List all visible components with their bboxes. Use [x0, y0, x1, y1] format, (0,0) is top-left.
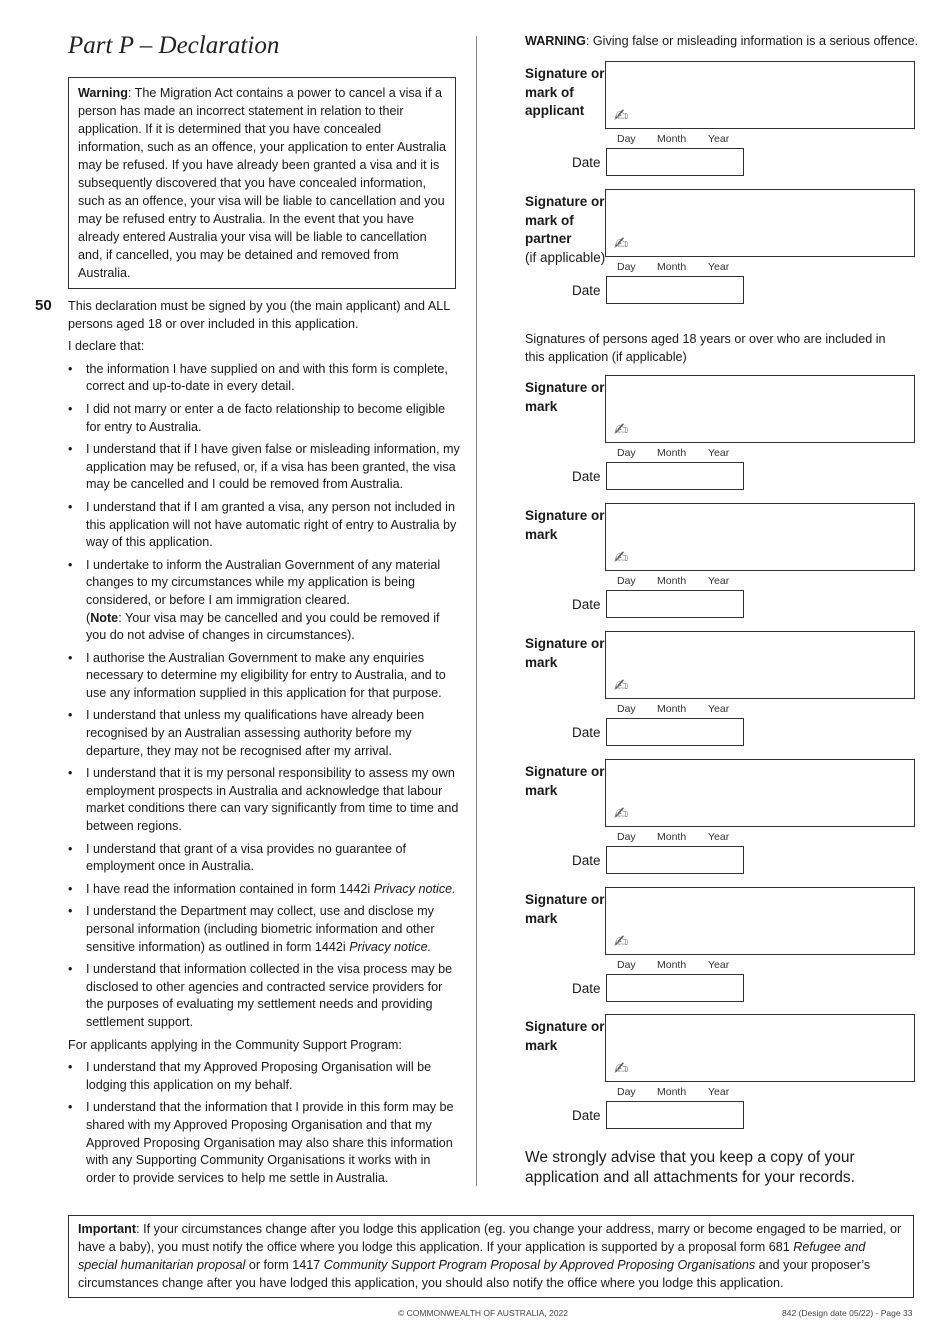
- month-label: Month: [657, 575, 687, 587]
- pen-icon: ✍: [614, 804, 629, 823]
- signature-box-person-5[interactable]: [605, 887, 915, 955]
- declaration-intro: This declaration must be signed by you (the main applicant) and ALL persons aged 18 or over included in this application.: [68, 299, 450, 331]
- important-text: and your proposer’s circumstances change after you have lodged this application, you should also notify the office where you lodge this application.: [78, 1258, 871, 1290]
- day-label: Day: [617, 575, 636, 587]
- day-label: Day: [617, 261, 636, 273]
- pen-icon: ✍: [614, 106, 629, 125]
- year-label: Year: [708, 831, 730, 843]
- others-intro: Signatures of persons aged 18 years or over who are included in this application (if applicable): [525, 332, 886, 364]
- list-item: • I understand that unless my qualifications have already been recognised by an Australian assessing authority before my departure, they may not be recognised after my arrival.: [68, 707, 460, 760]
- column-divider: [476, 36, 477, 1186]
- year-label: Year: [708, 703, 730, 715]
- signature-box-person-4[interactable]: [605, 759, 915, 827]
- pen-icon: ✍: [614, 420, 629, 439]
- signature-box-person-1[interactable]: [605, 375, 915, 443]
- form-681-title: Refugee and special humanitarian proposal: [78, 1240, 866, 1272]
- month-label: Month: [657, 447, 687, 459]
- date-label: Date: [572, 853, 601, 868]
- list-item: • I understand that my Approved Proposing Organisation will be lodging this application on my behalf.: [68, 1059, 460, 1094]
- list-item: • I understand that it is my personal responsibility to assess my own employment prospects in Australia and acknowledge that labour market conditions there can vary significantly from time to time and between regions.: [68, 765, 460, 835]
- signature-label-partner: [525, 193, 610, 267]
- question-number: 50: [35, 297, 52, 314]
- privacy-notice: Privacy notice.: [349, 939, 432, 954]
- signature-label-text: Signature or mark: [525, 636, 605, 670]
- copyright: © COMMONWEALTH OF AUSTRALIA, 2022: [398, 1308, 568, 1318]
- csp-intro: For applicants applying in the Community Support Program:: [68, 1037, 402, 1052]
- day-label: Day: [617, 447, 636, 459]
- offence-warning: [525, 33, 918, 51]
- warning-box: [68, 77, 456, 289]
- signature-label-text: Signature or mark: [525, 892, 605, 926]
- signature-label-person-4: [525, 763, 610, 800]
- month-label: Month: [657, 959, 687, 971]
- signature-label-person-6: [525, 1018, 610, 1055]
- csp-list: [68, 1059, 460, 1187]
- date-field-applicant[interactable]: [606, 148, 744, 176]
- list-item: • I understand that the information that I provide in this form may be shared with my Approved Proposing Organisation and that my Approved Proposing Organisation may also share this information with any Supporting Community Organisations it works with in order to provide services to help me settle in Australia.: [68, 1099, 460, 1187]
- signature-label-person-3: [525, 635, 610, 672]
- date-field-partner[interactable]: [606, 276, 744, 304]
- date-field-person-3[interactable]: [606, 718, 744, 746]
- signature-label-note: (if applicable): [525, 249, 606, 265]
- date-label: Date: [572, 597, 601, 612]
- warning-label: WARNING: [525, 34, 586, 48]
- list-item: • I understand that information collected in the visa process may be disclosed to other agencies and contracted service providers for the purposes of evaluating my settlement needs and providing settlement support.: [68, 961, 460, 1031]
- month-label: Month: [657, 703, 687, 715]
- date-label: Date: [572, 1108, 601, 1123]
- year-label: Year: [708, 959, 730, 971]
- signature-label-applicant: [525, 65, 610, 121]
- note-text: : Your visa may be cancelled and you could be removed if you do not advise of changes in circumstances).: [86, 610, 440, 643]
- year-label: Year: [708, 1086, 730, 1098]
- signature-box-person-2[interactable]: [605, 503, 915, 571]
- date-label: Date: [572, 725, 601, 740]
- year-label: Year: [708, 133, 730, 145]
- privacy-text: I have read the information contained in form 1442i: [86, 881, 374, 896]
- warning-label: Warning: [78, 86, 128, 100]
- pen-icon: ✍: [614, 932, 629, 951]
- signature-label-text: Signature or mark: [525, 1019, 605, 1053]
- date-label: Date: [572, 283, 601, 298]
- signature-box-person-3[interactable]: [605, 631, 915, 699]
- day-label: Day: [617, 133, 636, 145]
- day-label: Day: [617, 1086, 636, 1098]
- signature-label-person-1: [525, 379, 610, 416]
- signature-box-applicant[interactable]: [605, 61, 915, 129]
- list-item: • the information I have supplied on and with this form is complete, correct and up-to-date in every detail.: [68, 361, 460, 396]
- signature-label-text: Signature or mark of partner: [525, 194, 605, 246]
- date-field-person-2[interactable]: [606, 590, 744, 618]
- signature-label-text: Signature or mark of applicant: [525, 66, 605, 118]
- day-label: Day: [617, 959, 636, 971]
- date-field-person-1[interactable]: [606, 462, 744, 490]
- change-text: I undertake to inform the Australian Government of any material changes to my circumstances while my application is being considered, or before I am immigration cleared.: [86, 557, 441, 607]
- year-label: Year: [708, 261, 730, 273]
- important-box: [68, 1215, 914, 1298]
- signature-label-text: Signature or mark: [525, 508, 605, 542]
- year-label: Year: [708, 575, 730, 587]
- month-label: Month: [657, 261, 687, 273]
- list-item: • I authorise the Australian Government to make any enquiries necessary to determine my eligibility for entry to Australia, and to use any information supplied in this application for that purpose.: [68, 650, 460, 703]
- declaration-text: [68, 298, 460, 1192]
- signature-label-person-5: [525, 891, 610, 928]
- pen-icon: ✍: [614, 1059, 629, 1078]
- note-label: Note: [90, 610, 119, 625]
- declaration-list: [68, 361, 460, 1032]
- pen-icon: ✍: [614, 676, 629, 695]
- list-item: • I understand that grant of a visa provides no guarantee of employment once in Australia.: [68, 841, 460, 876]
- month-label: Month: [657, 831, 687, 843]
- privacy-notice: Privacy notice.: [373, 881, 456, 896]
- list-item: [68, 903, 460, 956]
- signature-box-partner[interactable]: [605, 189, 915, 257]
- date-field-person-4[interactable]: [606, 846, 744, 874]
- important-label: Important: [78, 1222, 137, 1236]
- warning-text: : Giving false or misleading information is a serious offence.: [585, 34, 919, 48]
- signature-label-text: Signature or mark: [525, 764, 605, 798]
- important-text: or form 1417: [245, 1258, 324, 1272]
- pen-icon: ✍: [614, 234, 629, 253]
- important-text: : If your circumstances change after you lodge this application (eg. you change your address, marry or become engaged to be married, or have a baby), you must notify the office where you lodge this application. If your application is supported by a proposal form 681: [78, 1222, 902, 1254]
- month-label: Month: [657, 1086, 687, 1098]
- list-item: [68, 557, 460, 645]
- date-field-person-5[interactable]: [606, 974, 744, 1002]
- signature-label-text: Signature or mark: [525, 380, 605, 414]
- list-item: [68, 881, 460, 899]
- form-1417-title: Community Support Program Proposal by Approved Proposing Organisations: [323, 1258, 756, 1272]
- date-label: Date: [572, 981, 601, 996]
- list-item: • I did not marry or enter a de facto relationship to become eligible for entry to Australia.: [68, 401, 460, 436]
- list-item: • I understand that if I have given false or misleading information, my application may be refused, or, if a visa has been granted, the visa may be cancelled and I could be removed from Australia.: [68, 441, 460, 494]
- warning-text: : The Migration Act contains a power to cancel a visa if a person has made an incorrect statement in relation to their application. If it is determined that you have concealed information, such as an offence, your application to enter Australia may be refused. If you have already been granted a visa and it is subsequently discovered that you have concealed information, such as an offence, your visa will be liable to cancellation and you may be refused entry to Australia. In the event that you have already entered Australia your visa will be liable to cancellation and, if cancelled, you may be detained and removed from Australia.: [78, 86, 447, 280]
- date-label: Date: [572, 155, 601, 170]
- day-label: Day: [617, 703, 636, 715]
- page-title: Part P – Declaration: [68, 32, 280, 59]
- day-label: Day: [617, 831, 636, 843]
- signature-box-person-6[interactable]: [605, 1014, 915, 1082]
- month-label: Month: [657, 133, 687, 145]
- note-open: (: [86, 610, 91, 625]
- page-number: 842 (Design date 05/22) - Page 33: [782, 1308, 913, 1318]
- year-label: Year: [708, 447, 730, 459]
- date-field-person-6[interactable]: [606, 1101, 744, 1129]
- advice-text: We strongly advise that you keep a copy of your application and all attachments for your records.: [525, 1149, 855, 1186]
- signature-label-person-2: [525, 507, 610, 544]
- declare-heading: I declare that:: [68, 339, 145, 354]
- privacy-text: I understand the Department may collect, use and disclose my personal information (including biometric information and other sensitive information) as outlined in form 1442i: [86, 904, 435, 954]
- pen-icon: ✍: [614, 548, 629, 567]
- list-item: • I understand that if I am granted a visa, any person not included in this application will not have automatic right of entry to Australia by way of this application.: [68, 499, 460, 552]
- date-label: Date: [572, 469, 601, 484]
